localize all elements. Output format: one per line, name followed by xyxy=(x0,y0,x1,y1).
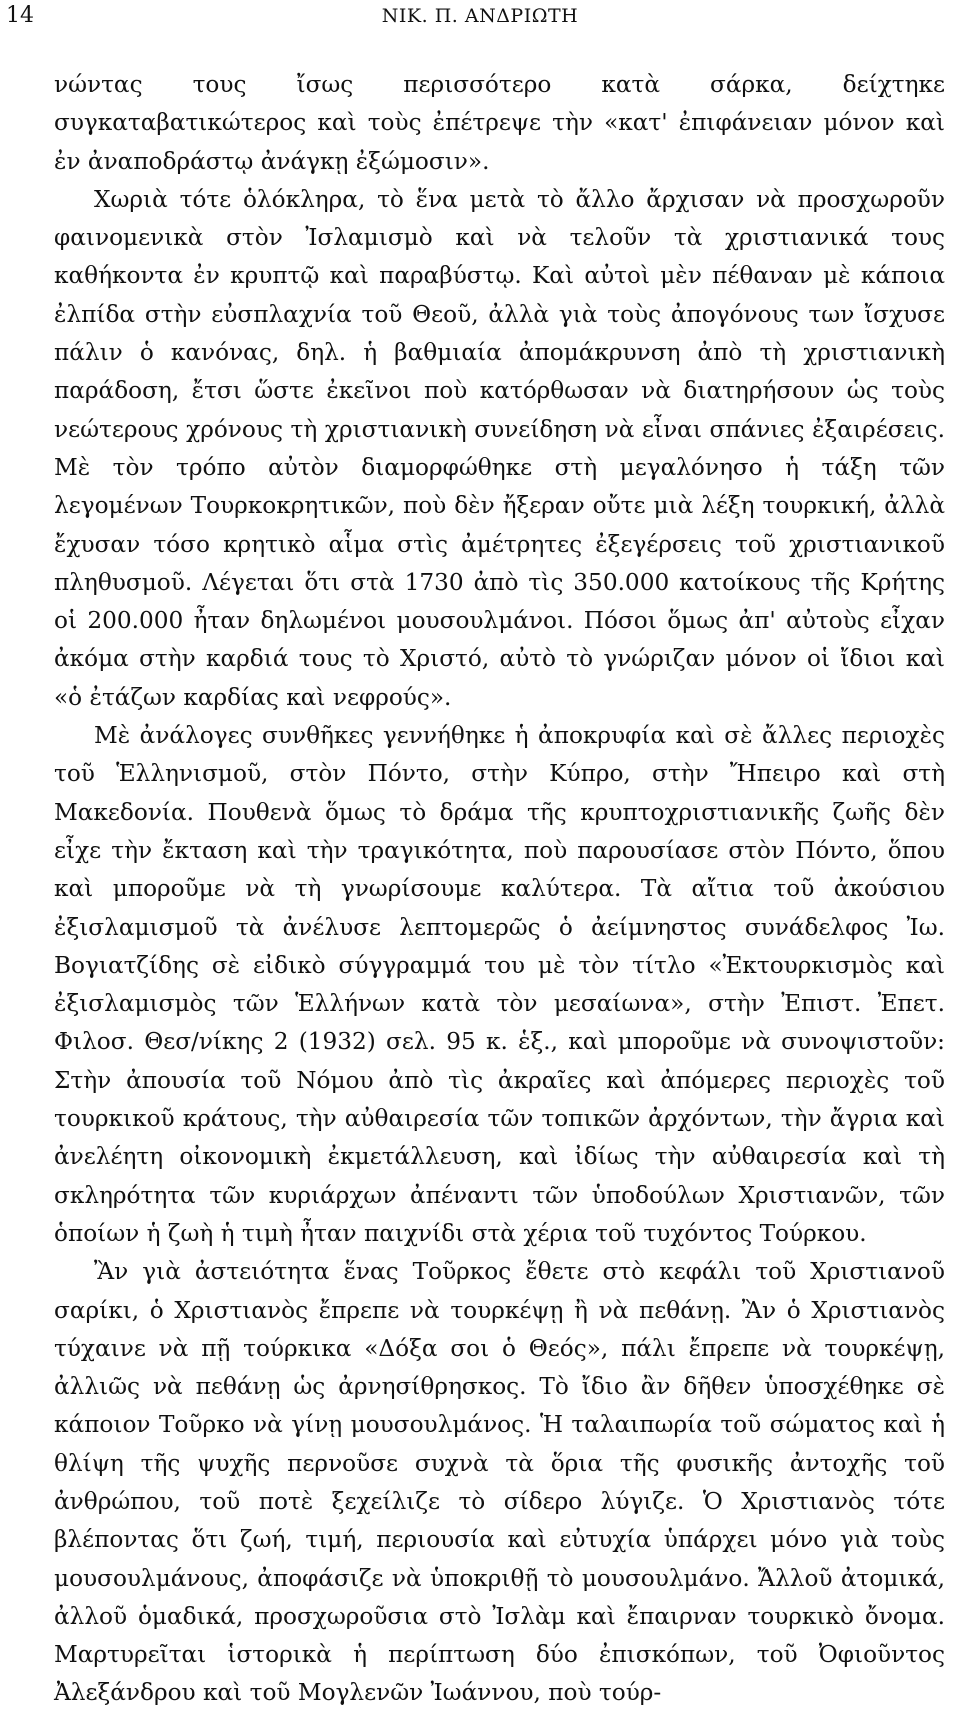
paragraph-examples: Ἂν γιὰ ἀστειότητα ἕνας Τοῦρκος ἔθετε στὸ κεφάλι τοῦ Χριστιανοῦ σαρίκι, ὁ Χριστιανὸς ἔπρεπε νὰ τουρκέψῃ ἢ νὰ πεθάνῃ. Ἂν ὁ Χριστιανὸς τύχαινε νὰ πῇ τούρκικα «Δόξα σοι ὁ Θεός», πάλι ἔπρεπε νὰ τουρκέψῃ, ἀλλιῶς νὰ πεθάνῃ ὡς ἀρνησίθρησκος. Τὸ ἴδιο ἂν δῆθεν ὑποσχέθηκε σὲ κάποιον Τοῦρκο νὰ γίνῃ μουσουλμάνος. Ἡ ταλαιπωρία τοῦ σώματος καὶ ἡ θλίψη τῆς ψυχῆς περνοῦσε συχνὰ τὰ ὅρια τῆς φυσικῆς ἀντοχῆς τοῦ ἀνθρώπου, τοῦ ποτὲ ξεχείλιζε τὸ σίδερο λύγιζε. Ὁ Χριστιανὸς τότε βλέποντας ὅτι ζωή, τιμή, περιουσία καὶ εὐτυχία ὑπάρχει μόνο γιὰ τοὺς μουσουλμάνους, ἀποφάσιζε νὰ ὑποκριθῇ τὸ μουσουλμάνο. Ἄλλοῦ ἀτομικά, ἀλλοῦ ὁμαδικά, προσχωροῦσια στὸ Ἰσλὰμ καὶ ἔπαιρναν τουρκικὸ ὄνομα. Μαρτυρεῖται ἱστορικὰ ἡ περίπτωση δύο ἐπισκόπων, τοῦ Ὀφιοῦντος Ἀλεξάνδρου καὶ τοῦ Μογλενῶν Ἰωάννου, ποὺ τούρ- xyxy=(54,1258,945,1707)
paragraph-crete: Χωριὰ τότε ὁλόκληρα, τὸ ἕνα μετὰ τὸ ἄλλο ἄρχισαν νὰ προσχωροῦν φαινομενικὰ στὸν Ἰσλαμισμὸ καὶ νὰ τελοῦν τὰ χριστιανικά τους καθήκοντα ἐν κρυπτῷ καὶ παραβύστῳ. Καὶ αὐτοὶ μὲν πέθαναν μὲ κάποια ἐλπίδα στὴν εὐσπλαχνία τοῦ Θεοῦ, ἀλλὰ γιὰ τοὺς ἀπογόνους των ἴσχυσε πάλιν ὁ κανόνας, δηλ. ἡ βαθμιαία ἀπομάκρυνση ἀπὸ τὴ χριστιανικὴ παράδοση, ἔτσι ὥστε ἐκεῖνοι ποὺ κατόρθωσαν νὰ διατηρήσουν ὡς τοὺς νεώτερους χρόνους τὴ χριστιανικὴ συνείδηση νὰ εἶναι σπάνιες ἐξαιρέσεις. Μὲ τὸν τρόπο αὐτὸν διαμορφώθηκε στὴ μεγαλόνησο ἡ τάξη τῶν λεγομένων Τουρκοκρητικῶν, ποὺ δὲν ἤξεραν οὔτε μιὰ λέξη τουρκική, ἀλλὰ ἔχυσαν τόσο κρητικὸ αἷμα στὶς ἀμέτρητες ἐξεγέρσεις τοῦ χριστιανικοῦ πληθυσμοῦ. Λέγεται ὅτι στὰ 1730 ἀπὸ τὶς 350.000 κατοίκους τῆς Κρήτης οἱ 200.000 ἦταν δηλωμένοι μουσουλμάνοι. Πόσοι ὅμως ἀπ' αὐτοὺς εἶχαν ἀκόμα στὴν καρδιά τους τὸ Χριστό, αὐτὸ τὸ γνώριζαν μόνον οἱ ἴδιοι καὶ «ὁ ἐτάζων καρδίας καὶ νεφρούς». xyxy=(54,185,945,711)
paragraph-pontus: Μὲ ἀνάλογες συνθῆκες γεννήθηκε ἡ ἀποκρυφία καὶ σὲ ἄλλες περιοχὲς τοῦ Ἑλληνισμοῦ, στὸν Πόντο, στὴν Κύπρο, στὴν Ἤπειρο καὶ στὴ Μακεδονία. Πουθενὰ ὅμως τὸ δράμα τῆς κρυπτοχριστιανικῆς ζωῆς δὲν εἶχε τὴν ἔκταση καὶ τὴν τραγικότητα, ποὺ παρουσίασε στὸν Πόντο, ὅπου καὶ μποροῦμε νὰ τὴ γνωρίσουμε καλύτερα. Τὰ αἴτια τοῦ ἀκούσιου ἐξισλαμισμοῦ τὰ ἀνέλυσε λεπτομερῶς ὁ ἀείμνηστος συνάδελφος Ἰω. Βογιατζίδης σὲ εἰδικὸ σύγγραμμά του μὲ τὸν τίτλο «Ἐκτουρκισμὸς καὶ ἐξισλαμισμὸς τῶν Ἑλλήνων κατὰ τὸν μεσαίωνα», στὴν Ἐπιστ. Ἐπετ. Φιλοσ. Θεσ/νίκης 2 (1932) σελ. 95 κ. ἑξ., καὶ μποροῦμε νὰ συνοψιστοῦν: Στὴν ἀπουσία τοῦ Νόμου ἀπὸ τὶς ἀκραῖες καὶ ἀπόμερες περιοχὲς τοῦ τουρκικοῦ κράτους, τὴν αὐθαιρεσία τῶν τοπικῶν ἀρχόντων, τὴν ἄγρια καὶ ἀνελέητη οἰκονομικὴ ἐκμετάλλευση, καὶ ἰδίως τὴν αὐθαιρεσία καὶ τὴ σκληρότητα τῶν κυριάρχων ἀπέναντι τῶν ὑποδούλων Χριστιανῶν, τῶν ὁποίων ἡ ζωὴ ἡ τιμὴ ἦταν παιχνίδι στὰ χέρια τοῦ τυχόντος Τούρκου. xyxy=(54,722,945,1247)
page-number: 14 xyxy=(6,3,34,28)
page-header xyxy=(0,2,960,32)
running-head: ΝΙΚ. Π. ΑΝΔΡΙΩΤΗ xyxy=(381,5,579,27)
text-body xyxy=(54,66,945,1713)
paragraph-continuation: νώντας τους ἴσως περισσότερο κατὰ σάρκα, δείχτηκε συγκαταβατικώτερος καὶ τοὺς ἐπέτρεψε τὴν «κατ' ἐπιφάνειαν μόνον καὶ ἐν ἀναποδράστῳ ἀνάγκῃ ἐξώμοσιν». xyxy=(54,71,945,175)
